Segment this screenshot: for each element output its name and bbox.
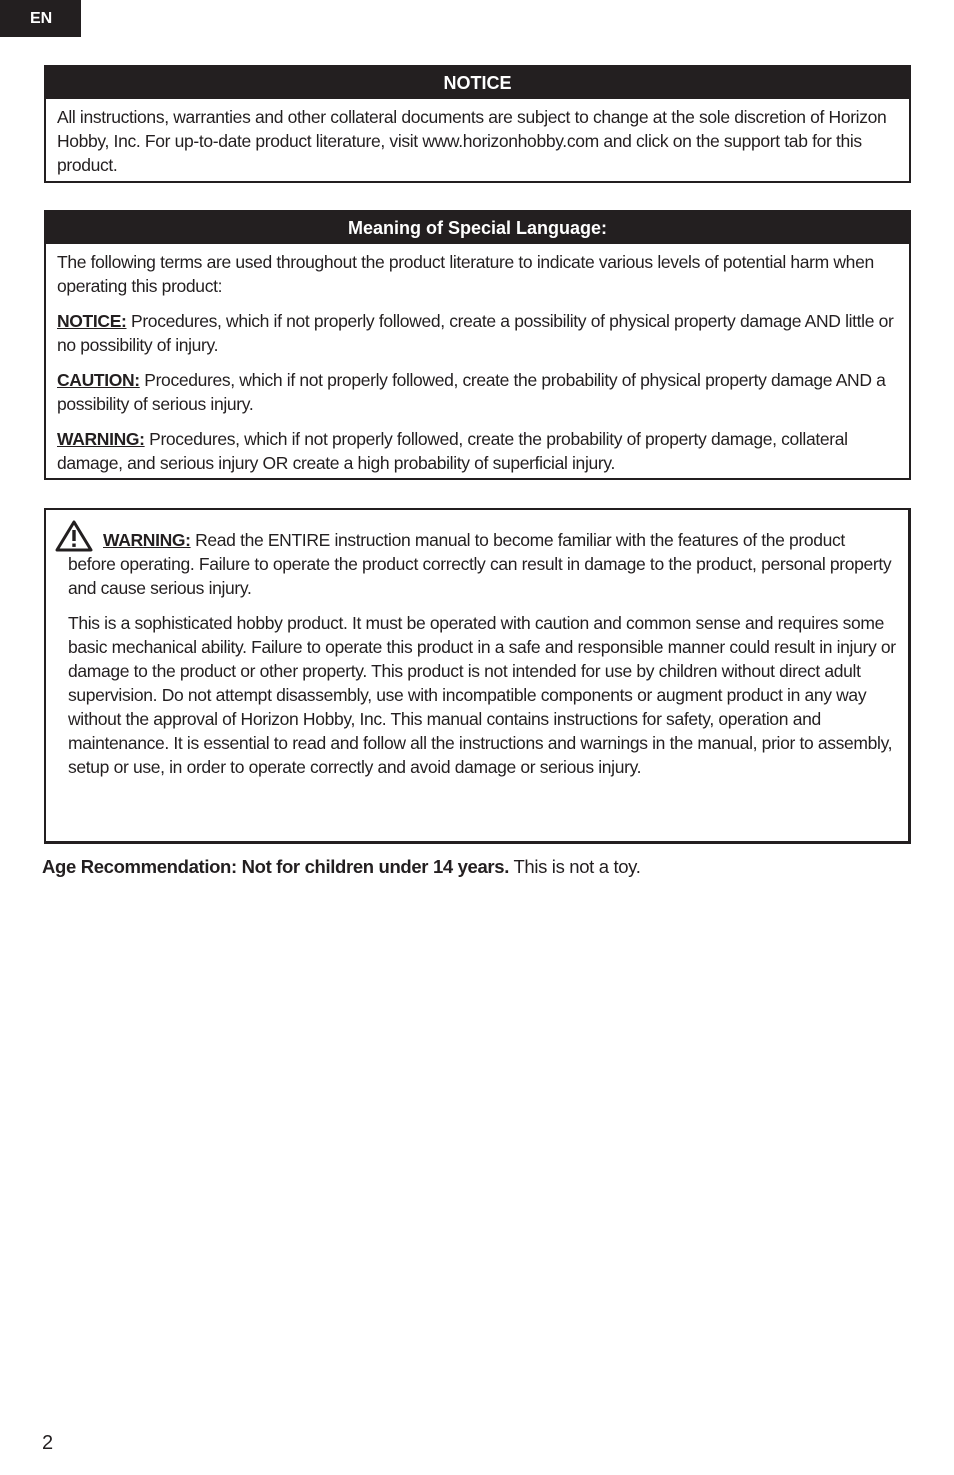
warning-triangle-icon [55,520,93,552]
notice-heading: NOTICE [46,67,909,99]
special-language-box [44,210,911,480]
age-recommendation-text: This is not a toy. [509,856,641,877]
page-number: 2 [42,1432,54,1454]
warning-text: Read the ENTIRE instruction manual to become familiar with the features of the product before operating. Failure to operate the product correctly can result in damage to the product, personal property and cause serious injury. [68,530,892,598]
notice-text: All instructions, warranties and other collateral documents are subject to change at the sole discretion of Horizon Hobby, Inc. For up-to-date product literature, visit www.horizonhobby.com and click on the support tab for this product. [57,107,887,175]
term-text: Procedures, which if not properly followed, create a possibility of physical property damage AND little or no possibility of injury. [57,311,894,355]
term-label: NOTICE: [57,311,127,331]
age-recommendation-bold: Age Recommendation: Not for children under 14 years. [42,856,510,877]
age-recommendation [42,856,641,878]
warning-paragraph: This is a sophisticated hobby product. It must be operated with caution and common sense and requires some basic mechanical ability. Failure to operate this product in a safe and responsible manner could result in injury or damage to the product or other property. This product is not intended for use by children without direct adult supervision. Do not attempt disassembly, use with incompatible components or augment product in any way without the approval of Horizon Hobby, Inc. This manual contains instructions for safety, operation and maintenance. It is essential to read and follow all the instructions and warnings in the manual, prior to assembly, setup or use, in order to operate correctly and avoid damage or serious injury. [68,613,896,777]
special-language-heading: Meaning of Special Language: [46,212,909,244]
term-definition-warning [57,427,899,475]
warning-box [44,508,911,844]
warning-label: WARNING: [103,530,191,550]
warning-statement [68,528,896,600]
term-label: CAUTION: [57,370,140,390]
term-definition-caution [57,368,899,416]
term-definition-notice [57,309,899,357]
special-language-intro: The following terms are used throughout the product literature to indicate various levels of potential harm when operating this product: [57,252,874,296]
term-text: Procedures, which if not properly followed, create the probability of property damage, collateral damage, and serious injury OR create a high probability of superficial injury. [57,429,848,473]
notice-box [44,65,911,183]
term-text: Procedures, which if not properly followed, create the probability of physical property damage AND a possibility of serious injury. [57,370,886,414]
language-tab: EN [0,0,81,37]
term-label: WARNING: [57,429,145,449]
